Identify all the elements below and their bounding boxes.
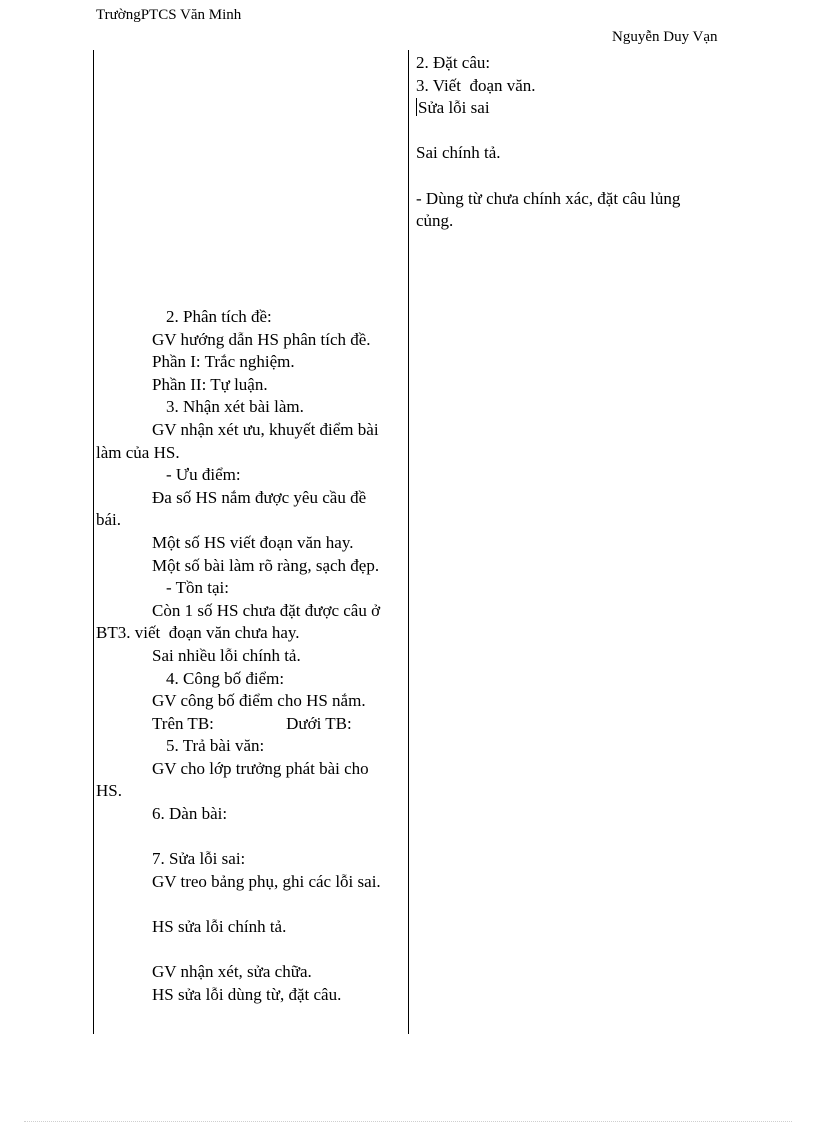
left-column-line bbox=[96, 374, 406, 397]
line-text: 2. Đặt câu: bbox=[416, 53, 491, 72]
left-column-line bbox=[96, 487, 406, 510]
line-text: BT3. viết đoạn văn chưa hay. bbox=[96, 623, 300, 643]
text-cursor bbox=[416, 98, 417, 116]
line-text: 4. Công bố điểm: bbox=[166, 668, 285, 688]
left-column-line bbox=[96, 690, 406, 713]
left-column-line bbox=[96, 306, 406, 329]
left-column-line bbox=[96, 848, 406, 871]
left-column-line bbox=[96, 532, 406, 555]
left-column-line bbox=[96, 668, 406, 691]
line-text: 3. Nhận xét bài làm. bbox=[166, 397, 304, 417]
left-column-line bbox=[96, 509, 406, 532]
line-text: Một số HS viết đoạn văn hay. bbox=[152, 532, 354, 552]
right-column-line bbox=[416, 142, 716, 165]
line-text: Sai chính tả. bbox=[416, 143, 501, 163]
left-column-line bbox=[96, 871, 406, 894]
left-column-line bbox=[96, 442, 406, 465]
table-border-middle bbox=[408, 50, 409, 1034]
line-text: 7. Sửa lỗi sai: bbox=[152, 849, 246, 869]
left-column-line bbox=[96, 803, 406, 826]
line-text: GV nhận xét ưu, khuyết điểm bài bbox=[152, 419, 379, 439]
line-text: - Ưu điểm: bbox=[166, 465, 241, 485]
line-text: 2. Phân tích đề: bbox=[166, 307, 272, 326]
line-text: Sửa lỗi sai bbox=[418, 98, 490, 118]
line-text: 3. Viết đoạn văn. bbox=[416, 75, 536, 95]
left-column-line bbox=[96, 735, 406, 758]
line-text: GV treo bảng phụ, ghi các lỗi sai. bbox=[152, 871, 381, 891]
left-column-line bbox=[96, 780, 406, 803]
teacher-activities-column bbox=[96, 306, 406, 1006]
right-column-line bbox=[416, 210, 716, 233]
left-column-line bbox=[96, 893, 406, 916]
line-text: làm của HS. bbox=[96, 442, 180, 462]
left-column-line bbox=[96, 645, 406, 668]
right-column-line bbox=[416, 165, 716, 188]
right-column-line bbox=[416, 188, 716, 211]
line-text: Một số bài làm rõ ràng, sạch đẹp. bbox=[152, 555, 380, 575]
left-column-line bbox=[96, 984, 406, 1007]
line-text: 5. Trả bài văn: bbox=[166, 736, 265, 756]
left-column-line bbox=[96, 713, 406, 736]
left-column-line bbox=[96, 396, 406, 419]
table-border-left bbox=[93, 50, 94, 1034]
right-column-line bbox=[416, 75, 716, 98]
line-text: 6. Dàn bài: bbox=[152, 804, 228, 824]
line-text: HS sửa lỗi chính tả. bbox=[152, 917, 287, 937]
left-column-line bbox=[96, 464, 406, 487]
line-text: củng. bbox=[416, 211, 454, 231]
left-column-line bbox=[96, 419, 406, 442]
line-text: GV cho lớp trưởng phát bài cho bbox=[152, 758, 369, 778]
author-name: Nguyễn Duy Vạn bbox=[612, 29, 718, 45]
left-column-line bbox=[96, 622, 406, 645]
line-text: Còn 1 số HS chưa đặt được câu ở bbox=[152, 600, 381, 620]
left-column-line bbox=[96, 916, 406, 939]
left-column-line bbox=[96, 939, 406, 962]
left-column-line bbox=[96, 826, 406, 849]
line-text: Phần I: Trắc nghiệm. bbox=[152, 352, 295, 372]
line-text: bái. bbox=[96, 510, 122, 530]
left-column-line bbox=[96, 758, 406, 781]
right-column-line bbox=[416, 52, 716, 75]
left-column-line bbox=[96, 600, 406, 623]
line-text: Đa số HS nắm được yêu cầu đề bbox=[152, 487, 367, 507]
left-column-line bbox=[96, 329, 406, 352]
line-text: Sai nhiều lỗi chính tả. bbox=[152, 645, 301, 665]
right-column-line bbox=[416, 120, 716, 143]
line-text: - Dùng từ chưa chính xác, đặt câu lủng bbox=[416, 188, 681, 208]
line-text: GV hướng dẫn HS phân tích đề. bbox=[152, 329, 371, 349]
line-text: - Tồn tại: bbox=[166, 578, 229, 598]
line-text: Phần II: Tự luận. bbox=[152, 374, 268, 394]
left-column-line bbox=[96, 961, 406, 984]
content-column bbox=[416, 52, 716, 233]
line-text: HS sửa lỗi dùng từ, đặt câu. bbox=[152, 984, 342, 1004]
left-column-line bbox=[96, 555, 406, 578]
school-name: TrườngPTCS Văn Minh bbox=[96, 7, 242, 23]
page-bottom-edge bbox=[24, 1121, 792, 1122]
line-text: GV nhận xét, sửa chữa. bbox=[152, 962, 312, 982]
left-column-line bbox=[96, 577, 406, 600]
left-column-line bbox=[96, 351, 406, 374]
right-column-line bbox=[416, 97, 716, 120]
line-text: GV công bố điểm cho HS nắm. bbox=[152, 691, 366, 711]
line-text: Trên TB: Dưới TB: bbox=[152, 713, 352, 733]
line-text: HS. bbox=[96, 781, 122, 801]
